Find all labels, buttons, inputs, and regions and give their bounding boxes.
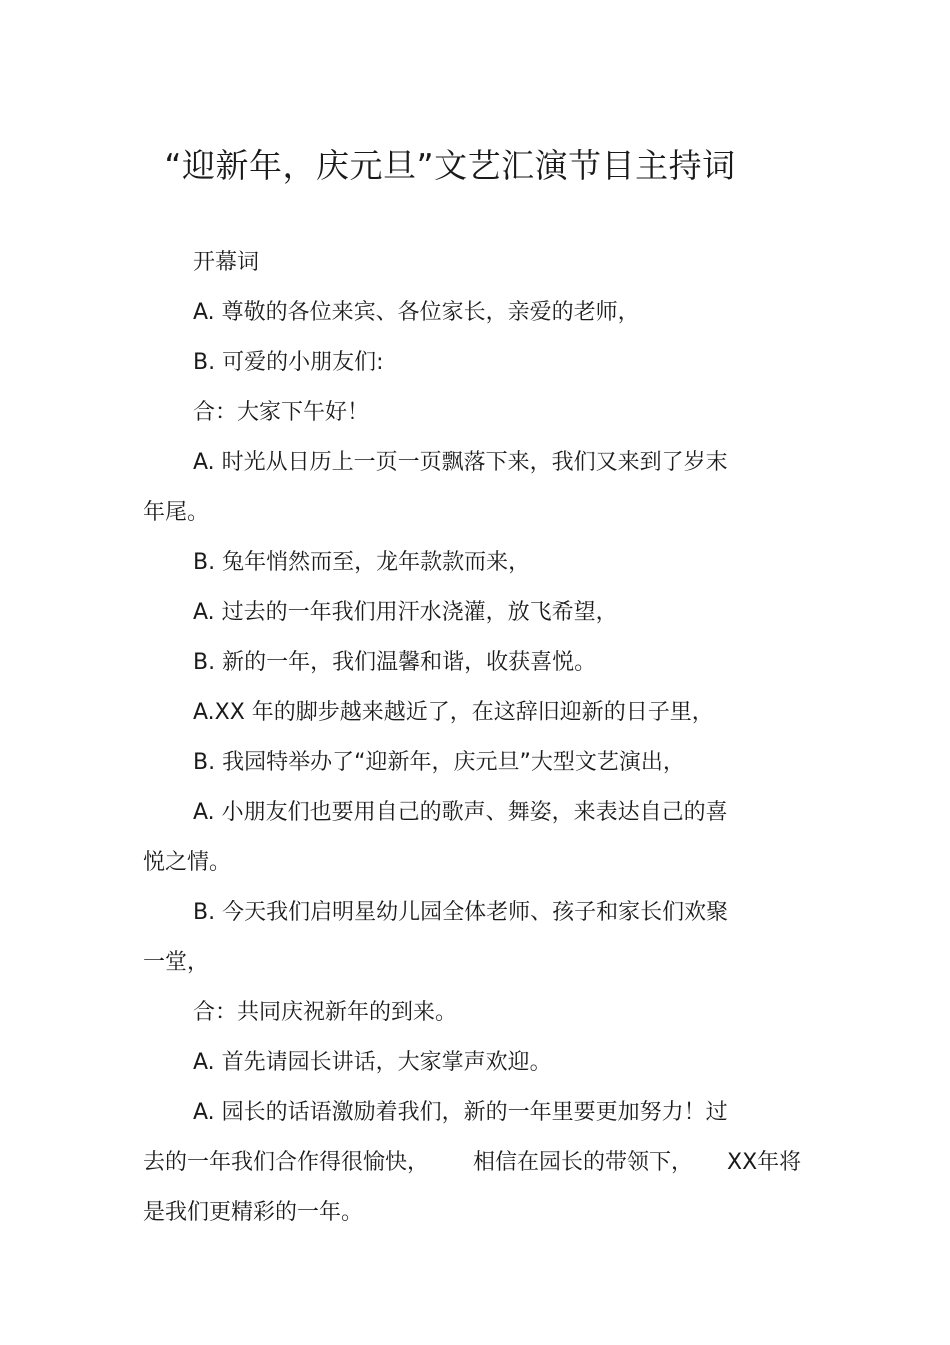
paragraph: 合：共同庆祝新年的到来。 — [193, 1000, 458, 1025]
paragraph: A. 园长的话语激励着我们，新的一年里要更加努力！过 去的一年我们合作得很愉快， 相信在园长的带领下， XX年将 是我们更精彩的一年。 — [143, 1100, 802, 1225]
paragraph: B. 今天我们启明星幼儿园全体老师、孩子和家长们欢聚 一堂， — [143, 900, 729, 975]
paragraph: B. 兔年悄然而至，龙年款款而来， — [193, 550, 531, 575]
document-body — [143, 238, 808, 1238]
paragraph: A. 时光从日历上一页一页飘落下来，我们又来到了岁末 年尾。 — [143, 450, 728, 525]
section-heading: 开幕词 — [193, 250, 260, 275]
paragraph: B. 可爱的小朋友们: — [193, 350, 384, 375]
paragraph: A. 首先请园长讲话，大家掌声欢迎。 — [193, 1050, 552, 1075]
paragraph: B. 我园特举办了“迎新年，庆元旦”大型文艺演出， — [193, 750, 685, 775]
paragraph: A. 小朋友们也要用自己的歌声、舞姿，来表达自己的喜 悦之情。 — [143, 800, 728, 875]
document-title: “迎新年，庆元旦”文艺汇演节目主持词 — [164, 146, 736, 186]
paragraph: A.XX 年的脚步越来越近了，在这辞旧迎新的日子里， — [193, 700, 714, 725]
paragraph: 合：大家下午好！ — [193, 400, 370, 425]
paragraph: A. 过去的一年我们用汗水浇灌，放飞希望， — [193, 600, 618, 625]
paragraph: A. 尊敬的各位来宾、各位家长，亲爱的老师， — [193, 300, 640, 325]
paragraph: B. 新的一年，我们温馨和谐，收获喜悦。 — [193, 650, 597, 675]
